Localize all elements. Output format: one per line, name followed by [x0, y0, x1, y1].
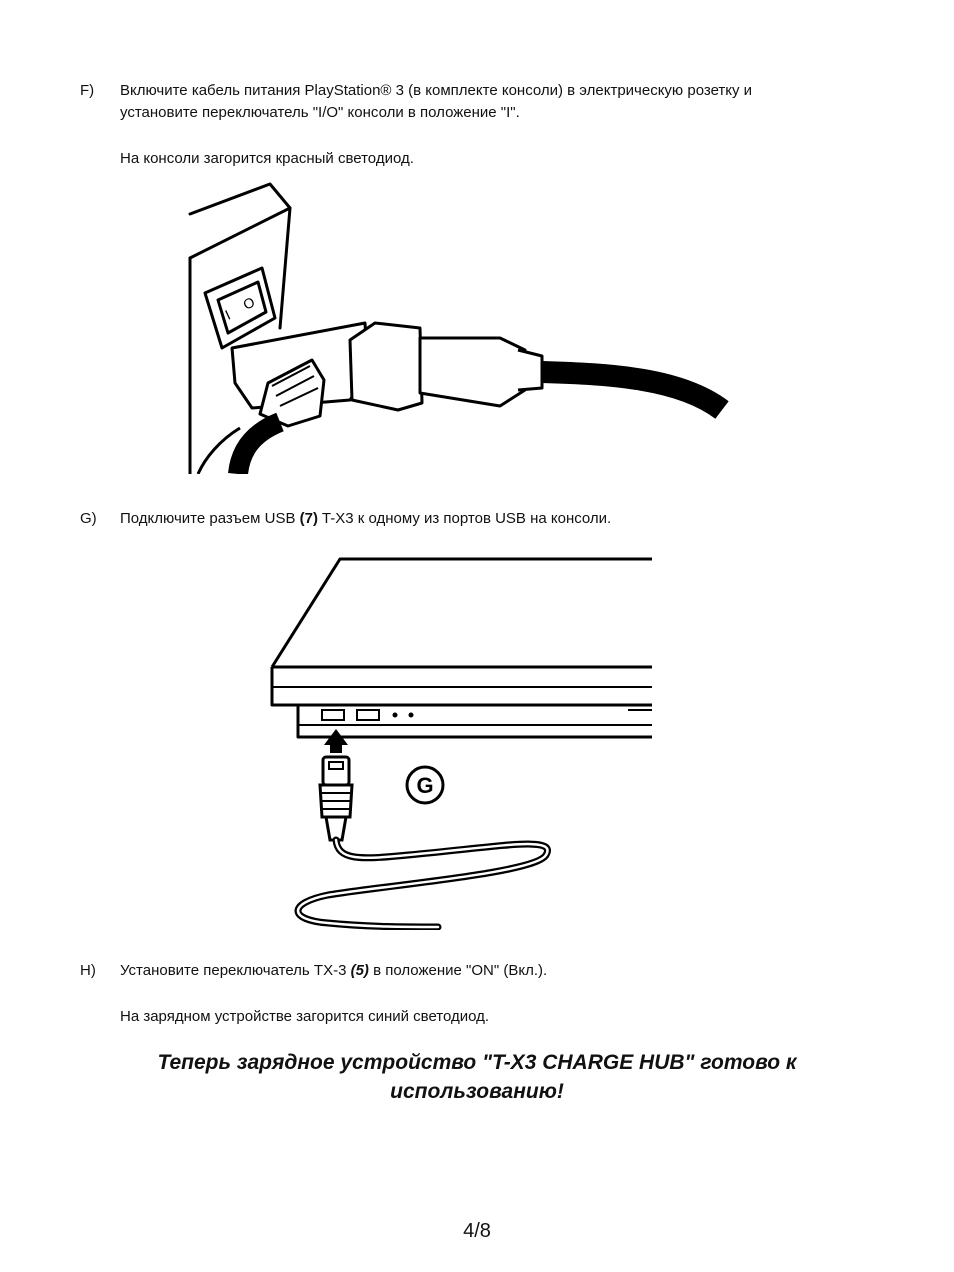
switch-label-i: I [222, 306, 233, 323]
page-number: 4/8 [463, 1220, 491, 1242]
step-h-text [120, 960, 880, 982]
step-g-text [120, 508, 880, 530]
step-f-note: На консоли загорится красный светодиод. [120, 150, 414, 167]
step-h-letter: H) [80, 962, 96, 979]
switch-label-o: O [240, 293, 258, 313]
step-h-text-after: в положение "ON" (Вкл.). [368, 962, 548, 979]
step-g-text-before: Подключите разъем USB [120, 510, 300, 527]
step-h-text-before: Установите переключатель TX-3 [120, 962, 351, 979]
step-f-letter: F) [80, 82, 95, 99]
step-g-letter: G) [80, 510, 97, 527]
step-h-ref: (5) [350, 962, 369, 979]
usb-connection-illustration [268, 555, 654, 930]
power-cable-illustration [180, 178, 730, 474]
closing-statement [0, 1048, 954, 1106]
step-g-text-after: T-X3 к одному из портов USB на консоли. [317, 510, 612, 527]
step-h-note: На зарядном устройстве загорится синий светодиод. [120, 1008, 490, 1025]
closing-text: Теперь зарядное устройство "T-X3 CHARGE HUB" готово к использованию! [157, 1051, 797, 1103]
step-g-ref: (7) [299, 510, 318, 527]
callout-g-label: G [416, 773, 434, 798]
step-f-text: Включите кабель питания PlayStation® 3 (в комплекте консоли) в электрическую розетку и установите переключатель "I/O" консоли в положение "I". [120, 82, 753, 121]
